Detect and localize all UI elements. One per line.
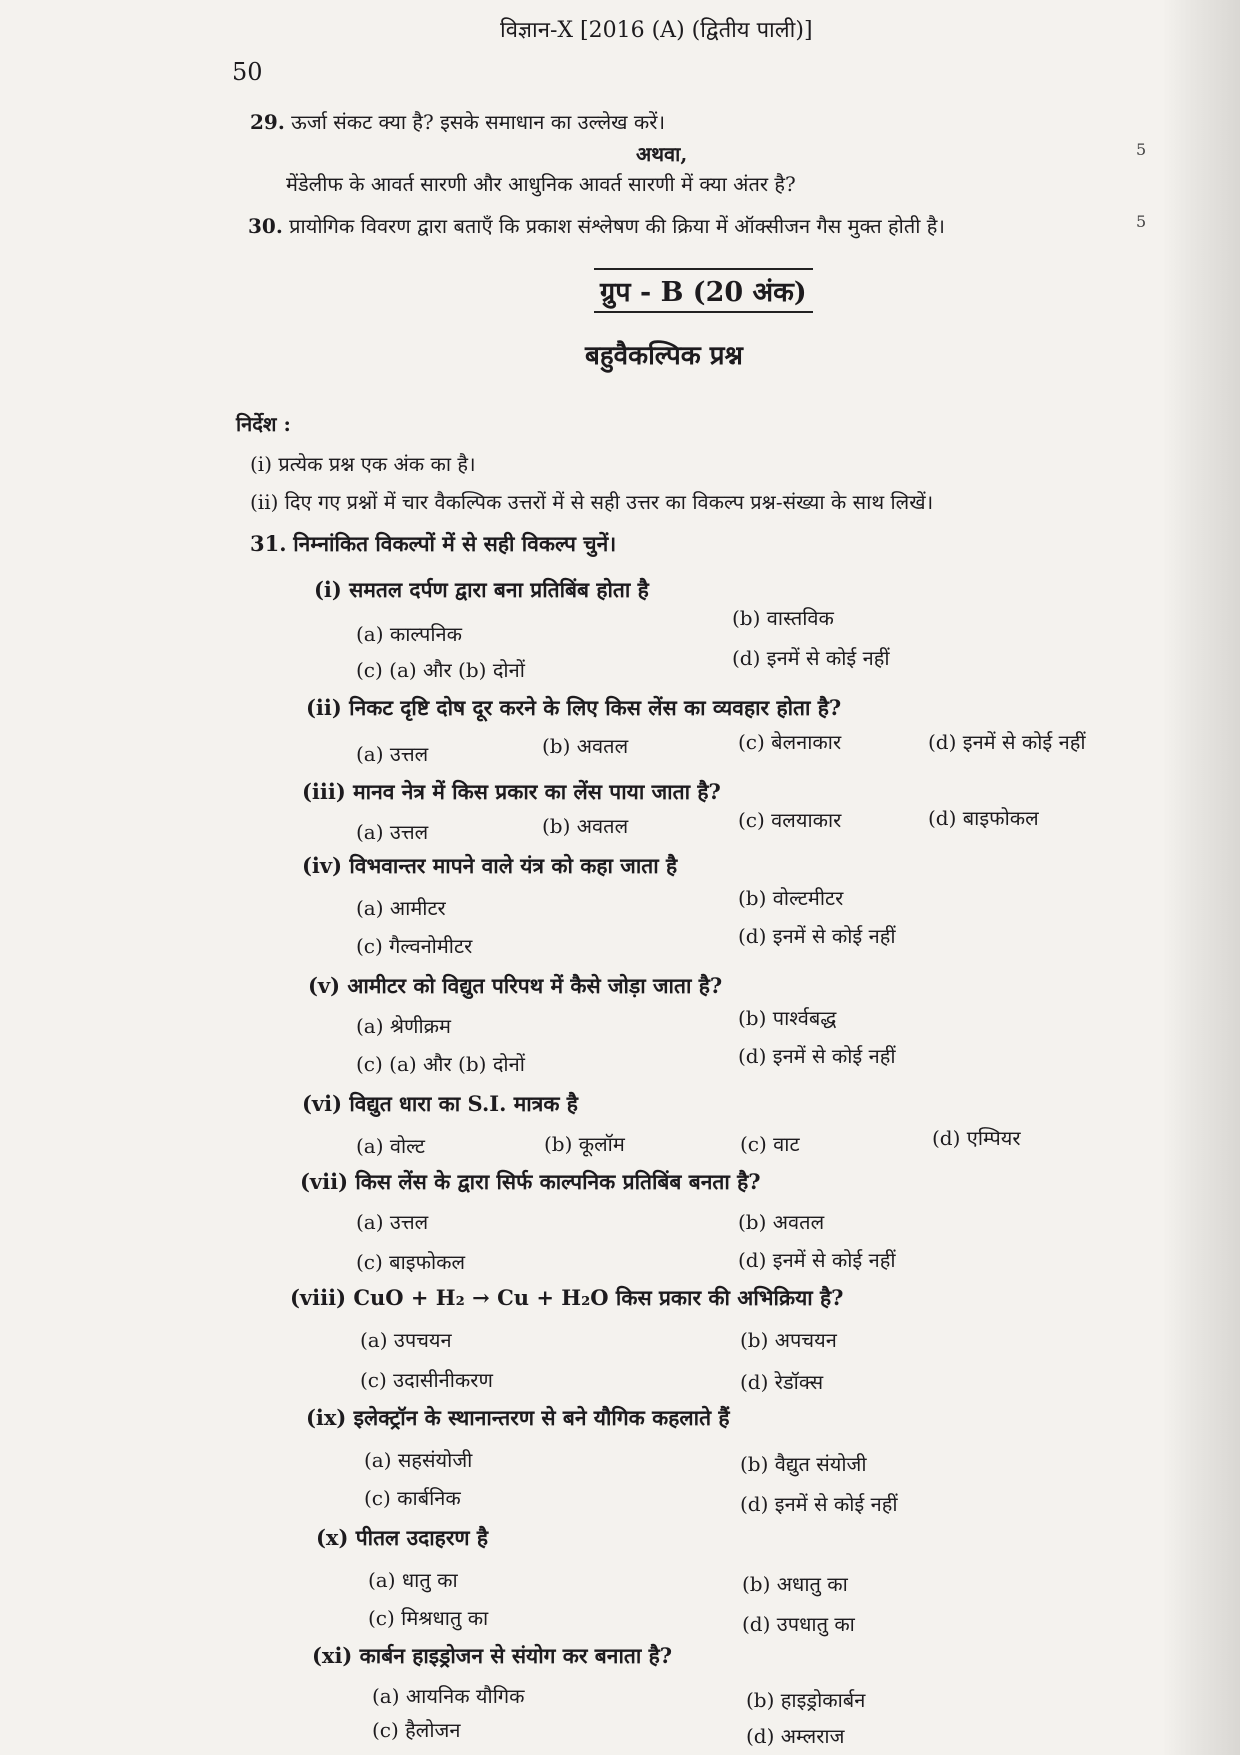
option: (c) (a) और (b) दोनों (356, 1052, 525, 1076)
option: (d) उपधातु का (742, 1612, 855, 1636)
option: (d) इनमें से कोई नहीं (738, 1044, 896, 1068)
sub-question: (i) समतल दर्पण द्वारा बना प्रतिबिंब होता है (314, 577, 649, 602)
option: (d) रेडॉक्स (740, 1370, 824, 1394)
sub-question: (iii) मानव नेत्र में किस प्रकार का लेंस पाया जाता है? (302, 779, 721, 804)
page-edge-shadow (1162, 0, 1240, 1755)
or-label: अथवा, (636, 142, 688, 166)
marks-30: 5 (1136, 212, 1147, 231)
option: (c) बेलनाकार (738, 730, 842, 754)
option: (d) इनमें से कोई नहीं (732, 646, 890, 670)
option: (d) इनमें से कोई नहीं (738, 1248, 896, 1272)
question-text: ऊर्जा संकट क्या है? इसके समाधान का उल्लेख करें। (291, 110, 666, 134)
option: (d) इनमें से कोई नहीं (928, 730, 1086, 754)
option: (c) उदासीनीकरण (360, 1368, 493, 1392)
sub-question: (vii) किस लेंस के द्वारा सिर्फ काल्पनिक प्रतिबिंब बनता है? (300, 1169, 761, 1194)
sub-question: (iv) विभवान्तर मापने वाले यंत्र को कहा जाता है (302, 853, 678, 878)
option: (b) कूलॉम (544, 1132, 625, 1156)
option: (d) इनमें से कोई नहीं (738, 924, 896, 948)
option: (a) आयनिक यौगिक (372, 1684, 525, 1708)
option: (a) वोल्ट (356, 1134, 425, 1158)
option: (b) अवतल (542, 814, 629, 838)
option: (c) कार्बनिक (364, 1486, 461, 1510)
sub-question: (x) पीतल उदाहरण है (316, 1525, 489, 1550)
option: (c) वलयाकार (738, 808, 842, 832)
option: (b) वैद्युत संयोजी (740, 1452, 867, 1476)
option: (b) अपचयन (740, 1328, 837, 1352)
instruction-item: (ii) दिए गए प्रश्नों में चार वैकल्पिक उत्तरों में से सही उत्तर का विकल्प प्रश्न-संख्या के साथ लिखें। (250, 490, 934, 514)
option: (a) उपचयन (360, 1328, 452, 1352)
question-29-alt: मेंडेलीफ के आवर्त सारणी और आधुनिक आवर्त सारणी में क्या अंतर है? (286, 172, 796, 196)
option: (c) (a) और (b) दोनों (356, 658, 525, 682)
instructions-label: निर्देश : (236, 412, 291, 436)
option: (a) उत्तल (356, 820, 429, 844)
group-title: ग्रुप - B (20 अंक) (594, 268, 813, 313)
option: (a) उत्तल (356, 742, 429, 766)
option: (b) वास्तविक (732, 606, 834, 630)
question-31 (250, 530, 616, 558)
option: (c) मिश्रधातु का (368, 1606, 489, 1630)
question-29 (250, 108, 665, 135)
question-30 (248, 212, 945, 239)
option: (d) अम्लराज (746, 1724, 845, 1748)
option: (a) काल्पनिक (356, 622, 463, 646)
instruction-item: (i) प्रत्येक प्रश्न एक अंक का है। (250, 452, 476, 476)
option: (c) बाइफोकल (356, 1250, 466, 1274)
running-title: विज्ञान-X [2016 (A) (द्वितीय पाली)] (500, 18, 813, 43)
option: (b) वोल्टमीटर (738, 886, 844, 910)
option: (a) श्रेणीक्रम (356, 1014, 452, 1038)
option: (a) सहसंयोजी (364, 1448, 473, 1472)
section-subtitle: बहुवैकल्पिक प्रश्न (585, 341, 743, 371)
option: (b) पार्श्वबद्ध (738, 1006, 837, 1030)
option: (b) अधातु का (742, 1572, 848, 1596)
option: (b) अवतल (542, 734, 629, 758)
sub-question: (ii) निकट दृष्टि दोष दूर करने के लिए किस लेंस का व्यवहार होता है? (306, 695, 842, 720)
option: (a) आमीटर (356, 896, 446, 920)
option: (b) अवतल (738, 1210, 825, 1234)
question-text: प्रायोगिक विवरण द्वारा बताएँ कि प्रकाश संश्लेषण की क्रिया में ऑक्सीजन गैस मुक्त होती है। (289, 214, 945, 238)
sub-question: (ix) इलेक्ट्रॉन के स्थानान्तरण से बने यौगिक कहलाते हैं (306, 1405, 730, 1430)
question-number: 30. (248, 214, 283, 238)
sub-question: (v) आमीटर को विद्युत परिपथ में कैसे जोड़ा जाता है? (308, 973, 723, 998)
option: (d) इनमें से कोई नहीं (740, 1492, 898, 1516)
option: (c) हैलोजन (372, 1718, 461, 1742)
option: (c) वाट (740, 1132, 800, 1156)
option: (b) हाइड्रोकार्बन (746, 1688, 866, 1712)
page-number: 50 (232, 58, 263, 86)
option: (a) धातु का (368, 1568, 458, 1592)
option: (c) गैल्वनोमीटर (356, 934, 473, 958)
sub-question: (xi) कार्बन हाइड्रोजन से संयोग कर बनाता है? (312, 1643, 673, 1668)
marks-29: 5 (1136, 140, 1147, 159)
sub-question: (viii) CuO + H₂ → Cu + H₂O किस प्रकार की अभिक्रिया है? (290, 1285, 844, 1310)
sub-question: (vi) विद्युत धारा का S.I. मात्रक है (302, 1091, 578, 1116)
question-number: 29. (250, 110, 285, 134)
option: (a) उत्तल (356, 1210, 429, 1234)
option: (d) एम्पियर (932, 1126, 1021, 1150)
option: (d) बाइफोकल (928, 806, 1039, 830)
question-text: निम्नांकित विकल्पों में से सही विकल्प चुनें। (293, 531, 617, 556)
question-number: 31. (250, 531, 287, 556)
